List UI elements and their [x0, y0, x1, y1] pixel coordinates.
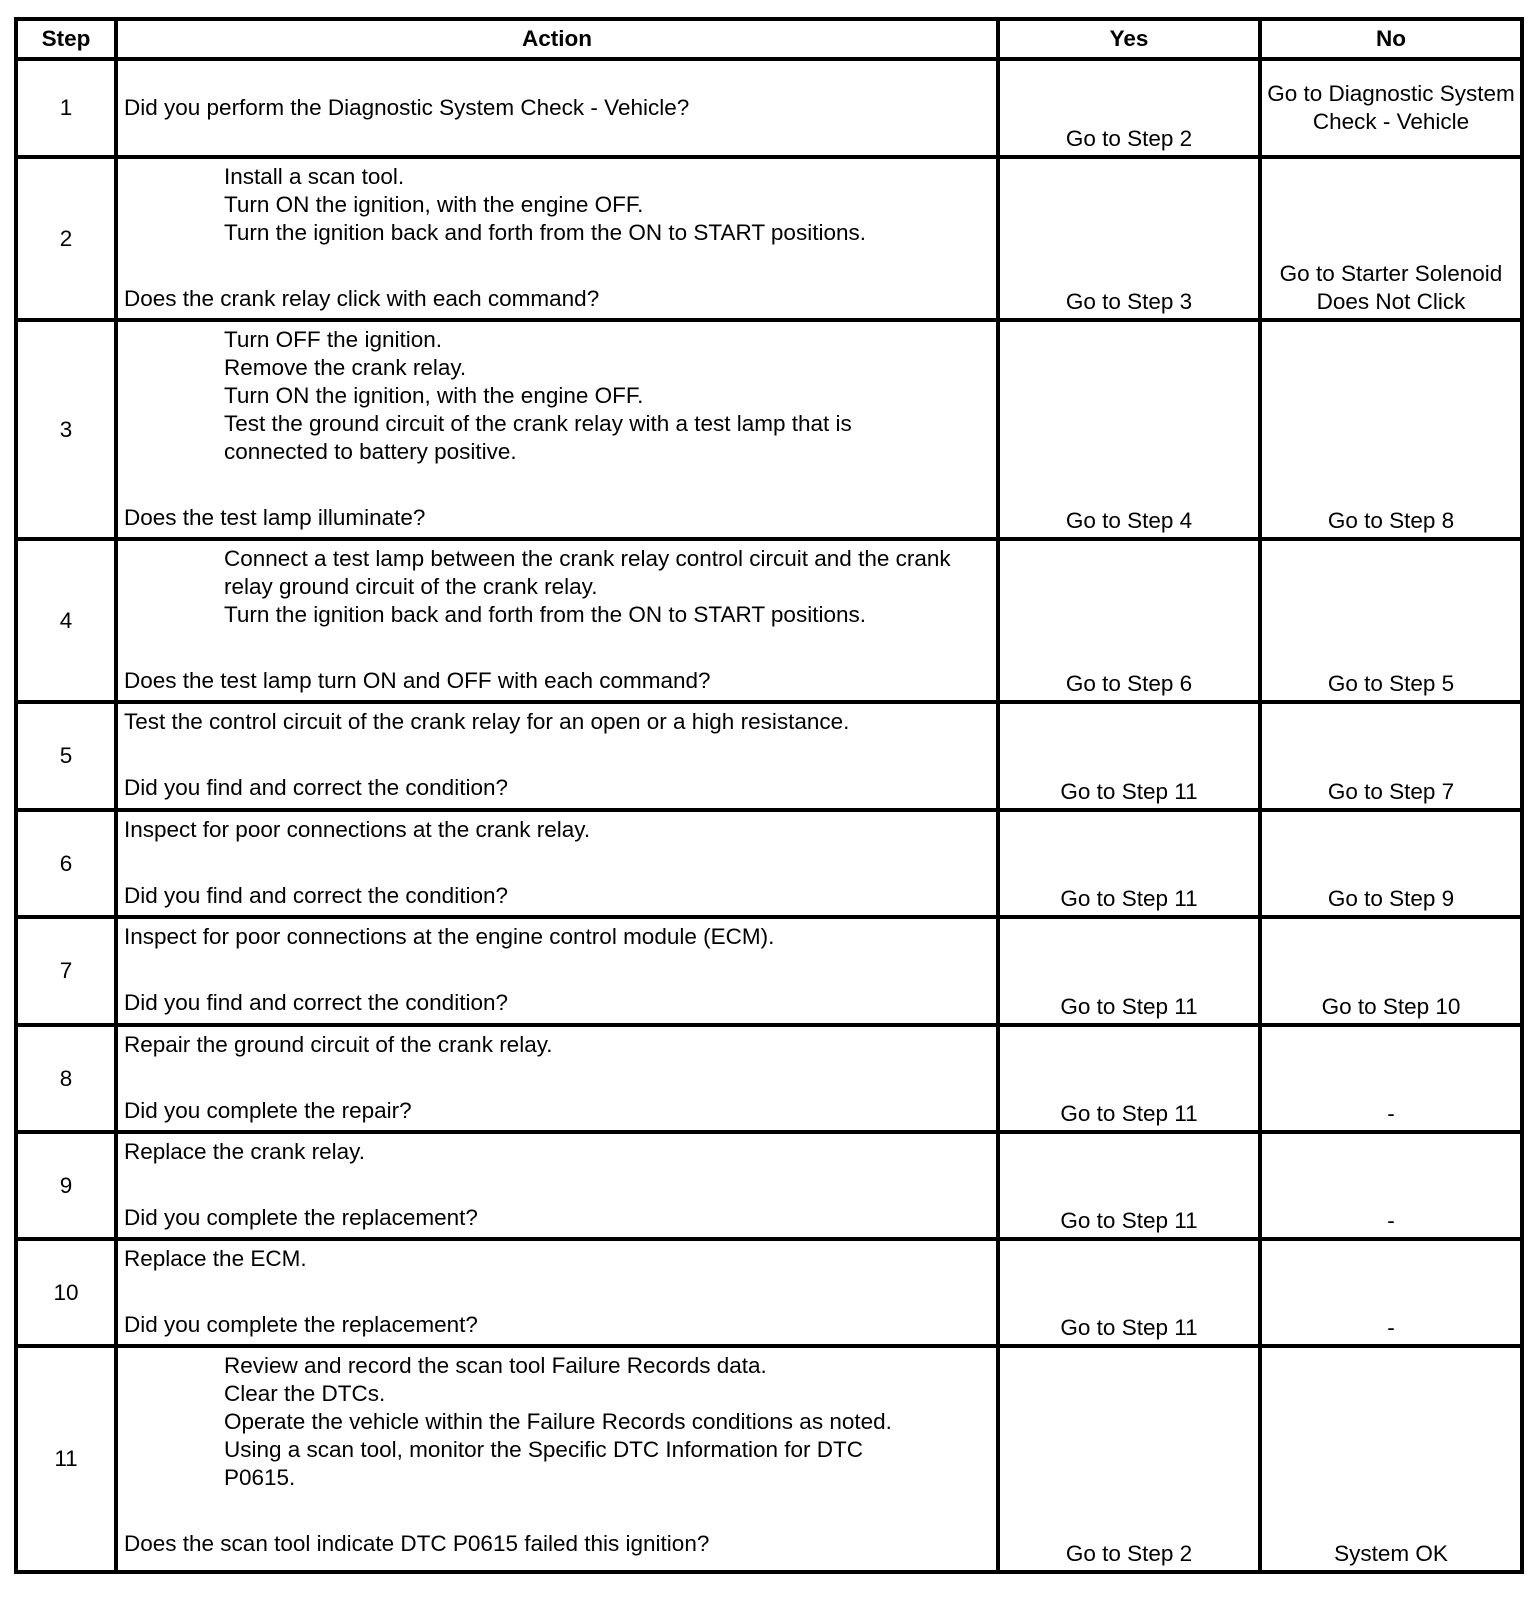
action-cell	[116, 702, 998, 810]
yes-cell: Go to Step 2	[998, 1346, 1260, 1572]
diagnostic-page	[14, 17, 1524, 1574]
action-cell	[116, 157, 998, 320]
action-question: Did you perform the Diagnostic System Check - Vehicle?	[124, 95, 690, 120]
action-instruction: Replace the crank relay.	[124, 1139, 365, 1164]
yes-cell: Go to Step 11	[998, 1025, 1260, 1132]
step-number: 5	[16, 702, 116, 810]
action-question: Did you find and correct the condition?	[124, 990, 508, 1015]
step-number: 3	[16, 320, 116, 539]
instruction-list	[124, 163, 990, 247]
yes-cell: Go to Step 4	[998, 320, 1260, 539]
table-row	[16, 1132, 1522, 1239]
table-row	[16, 320, 1522, 539]
action-cell	[116, 810, 998, 917]
action-instruction: Test the control circuit of the crank relay for an open or a high resistance.	[124, 709, 850, 734]
action-question: Did you find and correct the condition?	[124, 775, 508, 800]
table-row	[16, 59, 1522, 157]
instruction-item: Using a scan tool, monitor the Specific DTC Information for DTC P0615.	[224, 1437, 863, 1490]
step-number: 4	[16, 539, 116, 702]
no-cell: Go to Starter Solenoid Does Not Click	[1260, 157, 1522, 320]
yes-cell: Go to Step 11	[998, 1239, 1260, 1346]
table-row	[16, 1239, 1522, 1346]
action-question: Does the test lamp turn ON and OFF with each command?	[124, 668, 711, 693]
table-row	[16, 810, 1522, 917]
instruction-item: Clear the DTCs.	[224, 1381, 386, 1406]
yes-cell: Go to Step 11	[998, 810, 1260, 917]
no-cell: -	[1260, 1025, 1522, 1132]
instruction-item: Turn OFF the ignition.	[224, 327, 443, 352]
action-question: Did you find and correct the condition?	[124, 883, 508, 908]
no-cell: Go to Step 9	[1260, 810, 1522, 917]
action-cell	[116, 1132, 998, 1239]
yes-cell: Go to Step 11	[998, 1132, 1260, 1239]
action-question: Does the crank relay click with each command?	[124, 286, 600, 311]
action-question: Did you complete the replacement?	[124, 1205, 478, 1230]
table-row	[16, 157, 1522, 320]
instruction-item: Test the ground circuit of the crank relay with a test lamp that is connected to battery positive.	[224, 411, 852, 464]
step-number: 7	[16, 917, 116, 1025]
no-cell: -	[1260, 1132, 1522, 1239]
table-row	[16, 917, 1522, 1025]
instruction-item: Operate the vehicle within the Failure Records conditions as noted.	[224, 1409, 892, 1434]
step-number: 1	[16, 59, 116, 157]
action-cell	[116, 320, 998, 539]
action-cell	[116, 539, 998, 702]
action-cell	[116, 1239, 998, 1346]
instruction-item: Turn the ignition back and forth from the ON to START positions.	[224, 220, 866, 245]
no-cell: Go to Step 10	[1260, 917, 1522, 1025]
action-question: Did you complete the repair?	[124, 1098, 412, 1123]
no-cell: Go to Step 5	[1260, 539, 1522, 702]
instruction-item: Connect a test lamp between the crank relay control circuit and the crank relay ground circuit of the crank relay.	[224, 546, 951, 599]
instruction-list	[124, 1352, 990, 1492]
action-question: Did you complete the replacement?	[124, 1312, 478, 1337]
table-row	[16, 702, 1522, 810]
instruction-item: Turn the ignition back and forth from the ON to START positions.	[224, 602, 866, 627]
step-number: 2	[16, 157, 116, 320]
no-cell: Go to Diagnostic System Check - Vehicle	[1260, 59, 1522, 157]
header-yes: Yes	[998, 19, 1260, 59]
no-cell: System OK	[1260, 1346, 1522, 1572]
instruction-item: Review and record the scan tool Failure Records data.	[224, 1353, 767, 1378]
action-cell	[116, 1025, 998, 1132]
instruction-list	[124, 326, 990, 466]
action-question: Does the scan tool indicate DTC P0615 failed this ignition?	[124, 1531, 710, 1556]
header-row	[16, 19, 1522, 59]
step-number: 10	[16, 1239, 116, 1346]
instruction-item: Turn ON the ignition, with the engine OFF.	[224, 192, 644, 217]
yes-cell: Go to Step 3	[998, 157, 1260, 320]
no-cell: Go to Step 8	[1260, 320, 1522, 539]
instruction-list	[124, 545, 990, 629]
table-row	[16, 1025, 1522, 1132]
table-row	[16, 1346, 1522, 1572]
action-instruction: Replace the ECM.	[124, 1246, 307, 1271]
action-instruction: Inspect for poor connections at the engine control module (ECM).	[124, 924, 775, 949]
no-cell: Go to Step 7	[1260, 702, 1522, 810]
header-step: Step	[16, 19, 116, 59]
step-number: 11	[16, 1346, 116, 1572]
step-number: 9	[16, 1132, 116, 1239]
instruction-item: Turn ON the ignition, with the engine OFF.	[224, 383, 644, 408]
step-number: 8	[16, 1025, 116, 1132]
action-instruction: Repair the ground circuit of the crank relay.	[124, 1032, 553, 1057]
header-action: Action	[116, 19, 998, 59]
yes-cell: Go to Step 2	[998, 59, 1260, 157]
yes-cell: Go to Step 6	[998, 539, 1260, 702]
diagnostic-table	[14, 17, 1524, 1574]
instruction-item: Remove the crank relay.	[224, 355, 467, 380]
action-cell	[116, 917, 998, 1025]
action-question: Does the test lamp illuminate?	[124, 505, 426, 530]
table-row	[16, 539, 1522, 702]
no-cell: -	[1260, 1239, 1522, 1346]
action-instruction: Inspect for poor connections at the crank relay.	[124, 817, 591, 842]
yes-cell: Go to Step 11	[998, 702, 1260, 810]
instruction-item: Install a scan tool.	[224, 164, 405, 189]
action-cell	[116, 1346, 998, 1572]
action-cell	[116, 59, 998, 157]
yes-cell: Go to Step 11	[998, 917, 1260, 1025]
header-no: No	[1260, 19, 1522, 59]
step-number: 6	[16, 810, 116, 917]
